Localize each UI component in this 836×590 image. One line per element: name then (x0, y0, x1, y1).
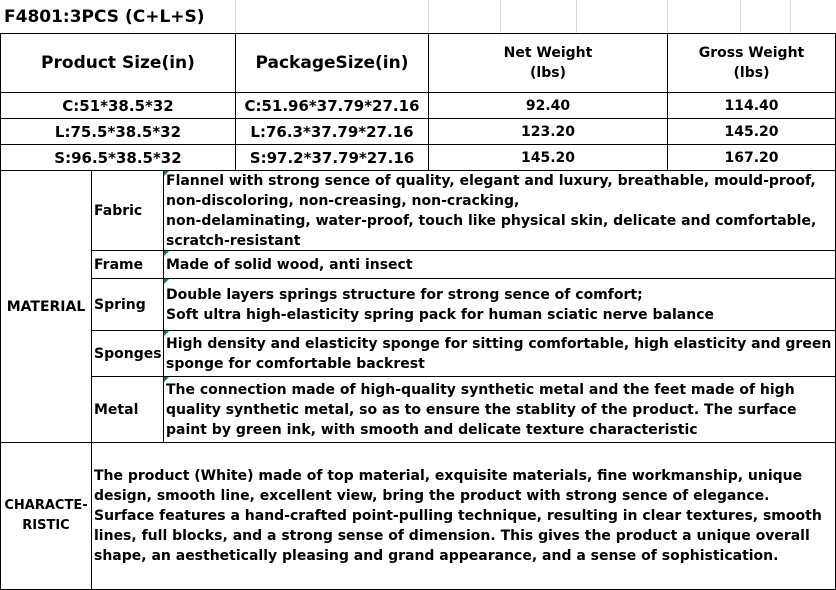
material-sponges-text: High density and elasticity sponge for sitting comfortable, high elasticity and green sponge for comfortable backrest (166, 336, 832, 372)
row-s-package-size: S:97.2*37.79*27.16 (249, 148, 415, 167)
material-fabric-label: Fabric (94, 202, 143, 219)
row-c-net-weight: 92.40 (525, 97, 571, 114)
characteristic-text: The product (White) made of top material, exquisite materials, fine workmanship, unique design, smooth line, excellent view, bring the product with strong sence of elegance. Surface features a hand-crafted point-pulling technique, resulting in clear textures, smooth lines, full blocks, and a strong sense of dimension. This gives the product a unique overall shape, an aesthetically pleasing and grand appearance, and a sense of sophistication. (94, 468, 822, 564)
row-l-package-size: L:76.3*37.79*27.16 (250, 122, 414, 141)
characteristic-label: CHARACTE- RISTIC (4, 498, 88, 533)
row-s-gross-weight: 167.20 (724, 149, 779, 166)
gridline (740, 0, 741, 33)
row-s-net-weight: 145.20 (520, 149, 576, 166)
border-line (163, 170, 164, 442)
material-sponges-label: Sponges (94, 345, 162, 362)
material-fabric-text: Flannel with strong sence of quality, elegant and luxury, breathable, mould-proof, non-discoloring, non-creasing, non-cracking, non-delaminating, water-proof, touch like physical skin, delicate and comfortable, scratch-resistant (166, 173, 817, 249)
material-metal-text: The connection made of high-quality synthetic metal and the feet made of high quality synthetic metal, so as to ensure the stablity of the product. The surface paint by green ink, with smooth and delicate texture characteristic (166, 381, 797, 438)
border-line (91, 442, 92, 589)
header-net-weight: Net Weight (lbs) (503, 45, 593, 81)
row-s-product-size: S:96.5*38.5*32 (54, 148, 182, 167)
row-c-package-size: C:51.96*37.79*27.16 (244, 96, 420, 115)
material-spring-label: Spring (94, 296, 146, 313)
gridline (576, 0, 577, 33)
row-l-net-weight: 123.20 (520, 123, 576, 140)
gridline (790, 0, 791, 33)
row-c-gross-weight: 114.40 (724, 97, 779, 114)
material-frame-text: Made of solid wood, anti insect (166, 256, 413, 273)
row-c-product-size: C:51*38.5*32 (62, 96, 174, 115)
gridline (428, 0, 429, 33)
header-gross-weight: Gross Weight (lbs) (698, 45, 805, 81)
material-label: MATERIAL (6, 298, 86, 315)
header-product-size: Product Size(in) (41, 53, 195, 73)
row-l-gross-weight: 145.20 (724, 123, 779, 140)
gridline (500, 0, 501, 33)
comment-marker-icon (164, 171, 169, 176)
header-package-size: PackageSize(in) (255, 53, 409, 73)
product-title: F4801:3PCS (C+L+S) (4, 6, 205, 27)
material-spring-text: Double layers springs structure for strong sence of comfort; Soft ultra high-elasticity spring pack for human sciatic nerve balance (166, 286, 715, 323)
border-line (91, 330, 836, 331)
comment-marker-icon (164, 279, 169, 284)
material-metal-label: Metal (94, 401, 139, 418)
border-line (91, 170, 92, 442)
comment-marker-icon (164, 251, 169, 256)
comment-marker-icon (164, 377, 169, 382)
gridline (667, 0, 668, 33)
comment-marker-icon (164, 331, 169, 336)
material-frame-label: Frame (94, 256, 144, 273)
row-l-product-size: L:75.5*38.5*32 (54, 122, 182, 141)
